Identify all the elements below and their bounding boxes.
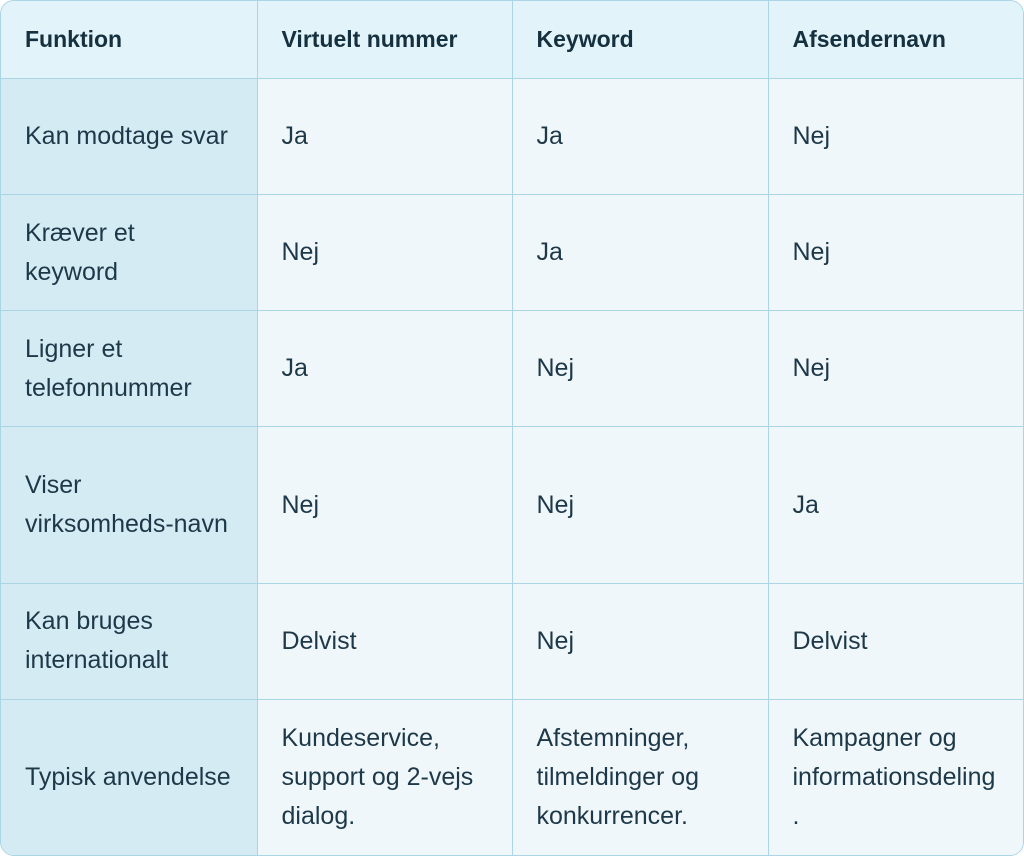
- table-row: [1, 427, 1023, 583]
- table-row: [1, 195, 1023, 311]
- row-label: Kan bruges internationalt: [1, 583, 257, 699]
- row-label: Typisk anvendelse: [1, 699, 257, 855]
- table-cell: Kampagner og informationsdeling.: [768, 699, 1023, 855]
- table-cell: Kundeservice, support og 2-vejs dialog.: [257, 699, 512, 855]
- table-header-row: [1, 1, 1023, 79]
- table-cell: Nej: [512, 583, 768, 699]
- table-row: [1, 583, 1023, 699]
- row-label: Kan modtage svar: [1, 79, 257, 195]
- column-header-afsendernavn: Afsendernavn: [768, 1, 1023, 79]
- table-cell: Delvist: [257, 583, 512, 699]
- column-header-virtuelt-nummer: Virtuelt nummer: [257, 1, 512, 79]
- table-cell: Ja: [257, 79, 512, 195]
- table-cell: Delvist: [768, 583, 1023, 699]
- table-cell: Nej: [768, 79, 1023, 195]
- row-label: Kræver et keyword: [1, 195, 257, 311]
- row-label: Ligner et telefonnummer: [1, 311, 257, 427]
- table-cell: Ja: [512, 79, 768, 195]
- table-cell: Ja: [512, 195, 768, 311]
- column-header-funktion: Funktion: [1, 1, 257, 79]
- table-cell: Nej: [768, 311, 1023, 427]
- column-header-keyword: Keyword: [512, 1, 768, 79]
- table-row: [1, 699, 1023, 855]
- row-label: Viser virksomheds-navn: [1, 427, 257, 583]
- table-cell: Ja: [257, 311, 512, 427]
- table-cell: Nej: [512, 427, 768, 583]
- table-row: [1, 311, 1023, 427]
- table-cell: Nej: [512, 311, 768, 427]
- comparison-table-grid: [1, 1, 1023, 855]
- table-cell: Ja: [768, 427, 1023, 583]
- table-cell: Afstemninger, tilmeldinger og konkurrencer.: [512, 699, 768, 855]
- table-cell: Nej: [257, 427, 512, 583]
- table-cell: Nej: [768, 195, 1023, 311]
- table-cell: Nej: [257, 195, 512, 311]
- table-row: [1, 79, 1023, 195]
